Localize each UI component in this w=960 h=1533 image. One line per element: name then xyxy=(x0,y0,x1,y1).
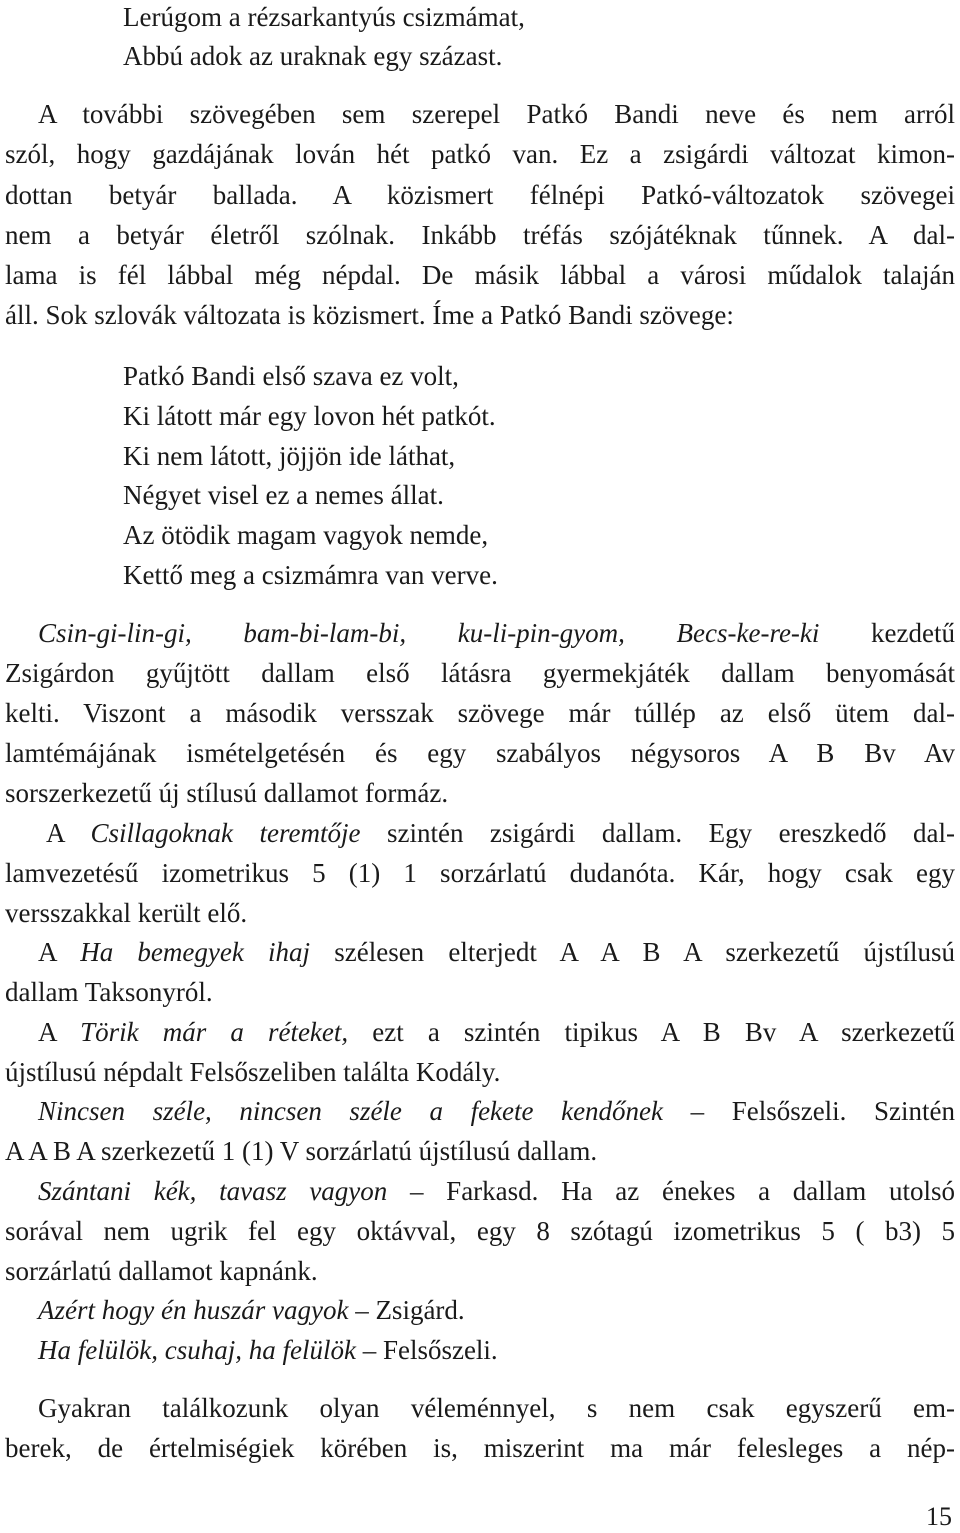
verse-line: Ki nem látott, jöjjön ide láthat, xyxy=(123,441,456,471)
paragraph-line: sorszerkezetű új stílusú dallamot formáz. xyxy=(5,778,449,808)
paragraph-line: Nincsen széle, nincsen széle a fekete kendőnek – Felsőszeli. Szintén xyxy=(38,1096,955,1126)
paragraph-line: sorával nem ugrik fel egy oktávval, egy 8 szótagú izometrikus 5 ( b3) 5 xyxy=(5,1216,955,1246)
song-title: Nincsen széle, nincsen széle a fekete kendőnek xyxy=(38,1096,664,1126)
paragraph-line: lamvezetésű izometrikus 5 (1) 1 sorzárlatú dudanóta. Kár, hogy csak egy xyxy=(5,858,955,888)
paragraph-line: A Csillagoknak teremtője szintén zsigárdi dallam. Egy ereszkedő dal- xyxy=(46,818,956,848)
song-title: Ha bemegyek ihaj xyxy=(80,937,311,967)
paragraph-line: Szántani kék, tavasz vagyon – Farkasd. Ha az énekes a dallam utolsó xyxy=(38,1176,955,1206)
song-title: Ha felülök, csuhaj, ha felülök xyxy=(38,1335,356,1365)
verse-line: Patkó Bandi első szava ez volt, xyxy=(123,361,459,391)
paragraph-line: kelti. Viszont a második versszak szövege már túllép az első ütem dal- xyxy=(5,698,955,728)
song-title: Törik már a réteket, xyxy=(80,1017,349,1047)
song-title: Csillagoknak teremtője xyxy=(90,818,361,848)
paragraph-line: újstílusú népdalt Felsőszeliben találta Kodály. xyxy=(5,1057,501,1087)
paragraph-line: Gyakran találkozunk olyan véleménnyel, s nem csak egyszerű em- xyxy=(38,1393,955,1423)
song-title: Szántani kék, tavasz vagyon xyxy=(38,1176,388,1206)
paragraph-line: versszakkal került elő. xyxy=(5,898,248,928)
paragraph-line: lama is fél lábbal még népdal. De másik lábbal a városi műdalok talaján xyxy=(5,260,955,290)
paragraph-line: Azért hogy én huszár vagyok – Zsigárd. xyxy=(38,1295,465,1325)
song-title: Csin-gi-lin-gi, bam-bi-lam-bi, ku-li-pin-gyom, Becs-ke-re-ki xyxy=(38,618,820,648)
verse-line: Az ötödik magam vagyok nemde, xyxy=(123,520,489,550)
verse-line: Ki látott már egy lovon hét patkót. xyxy=(123,401,496,431)
verse-line: Lerúgom a rézsarkantyús csizmámat, xyxy=(123,2,525,32)
paragraph-line: Csin-gi-lin-gi, bam-bi-lam-bi, ku-li-pin-gyom, Becs-ke-re-ki kezdetű xyxy=(38,618,955,648)
paragraph-line: A további szövegében sem szerepel Patkó Bandi neve és nem arról xyxy=(38,99,955,129)
paragraph-line: Zsigárdon gyűjtött dallam első látásra gyermekjáték dallam benyomását xyxy=(5,658,955,688)
paragraph-line: dottan betyár ballada. A közismert félnépi Patkó-változatok szövegei xyxy=(5,180,955,210)
paragraph-line: A Törik már a réteket, ezt a szintén tipikus A B Bv A szerkezetű xyxy=(38,1017,956,1047)
paragraph-line: A A B A szerkezetű 1 (1) V sorzárlatú újstílusú dallam. xyxy=(5,1136,598,1166)
paragraph-line: sorzárlatú dallamot kapnánk. xyxy=(5,1256,318,1286)
paragraph-line: A Ha bemegyek ihaj szélesen elterjedt A A B A szerkezetű újstílusú xyxy=(38,937,956,967)
paragraph-line: lamtémájának ismételgetésén és egy szabályos négysoros A B Bv Av xyxy=(5,738,955,768)
verse-line: Négyet visel ez a nemes állat. xyxy=(123,480,444,510)
paragraph-line: berek, de értelmiségiek körében is, miszerint ma már felesleges a nép- xyxy=(5,1433,955,1463)
verse-line: Abbú adok az uraknak egy százast. xyxy=(123,41,503,71)
page-number: 15 xyxy=(926,1502,952,1531)
song-title: Azért hogy én huszár vagyok xyxy=(38,1295,349,1325)
paragraph-line: dallam Taksonyról. xyxy=(5,977,213,1007)
paragraph-line: szól, hogy gazdájának lován hét patkó van. Ez a zsigárdi változat kimon- xyxy=(5,139,955,169)
verse-line: Kettő meg a csizmámra van verve. xyxy=(123,560,498,590)
paragraph-line: Ha felülök, csuhaj, ha felülök – Felsőszeli. xyxy=(38,1335,498,1365)
paragraph-line: nem a betyár életről szólnak. Inkább tréfás szójátéknak tűnnek. A dal- xyxy=(5,220,955,250)
paragraph-line: áll. Sok szlovák változata is közismert. Íme a Patkó Bandi szövege: xyxy=(5,300,734,330)
